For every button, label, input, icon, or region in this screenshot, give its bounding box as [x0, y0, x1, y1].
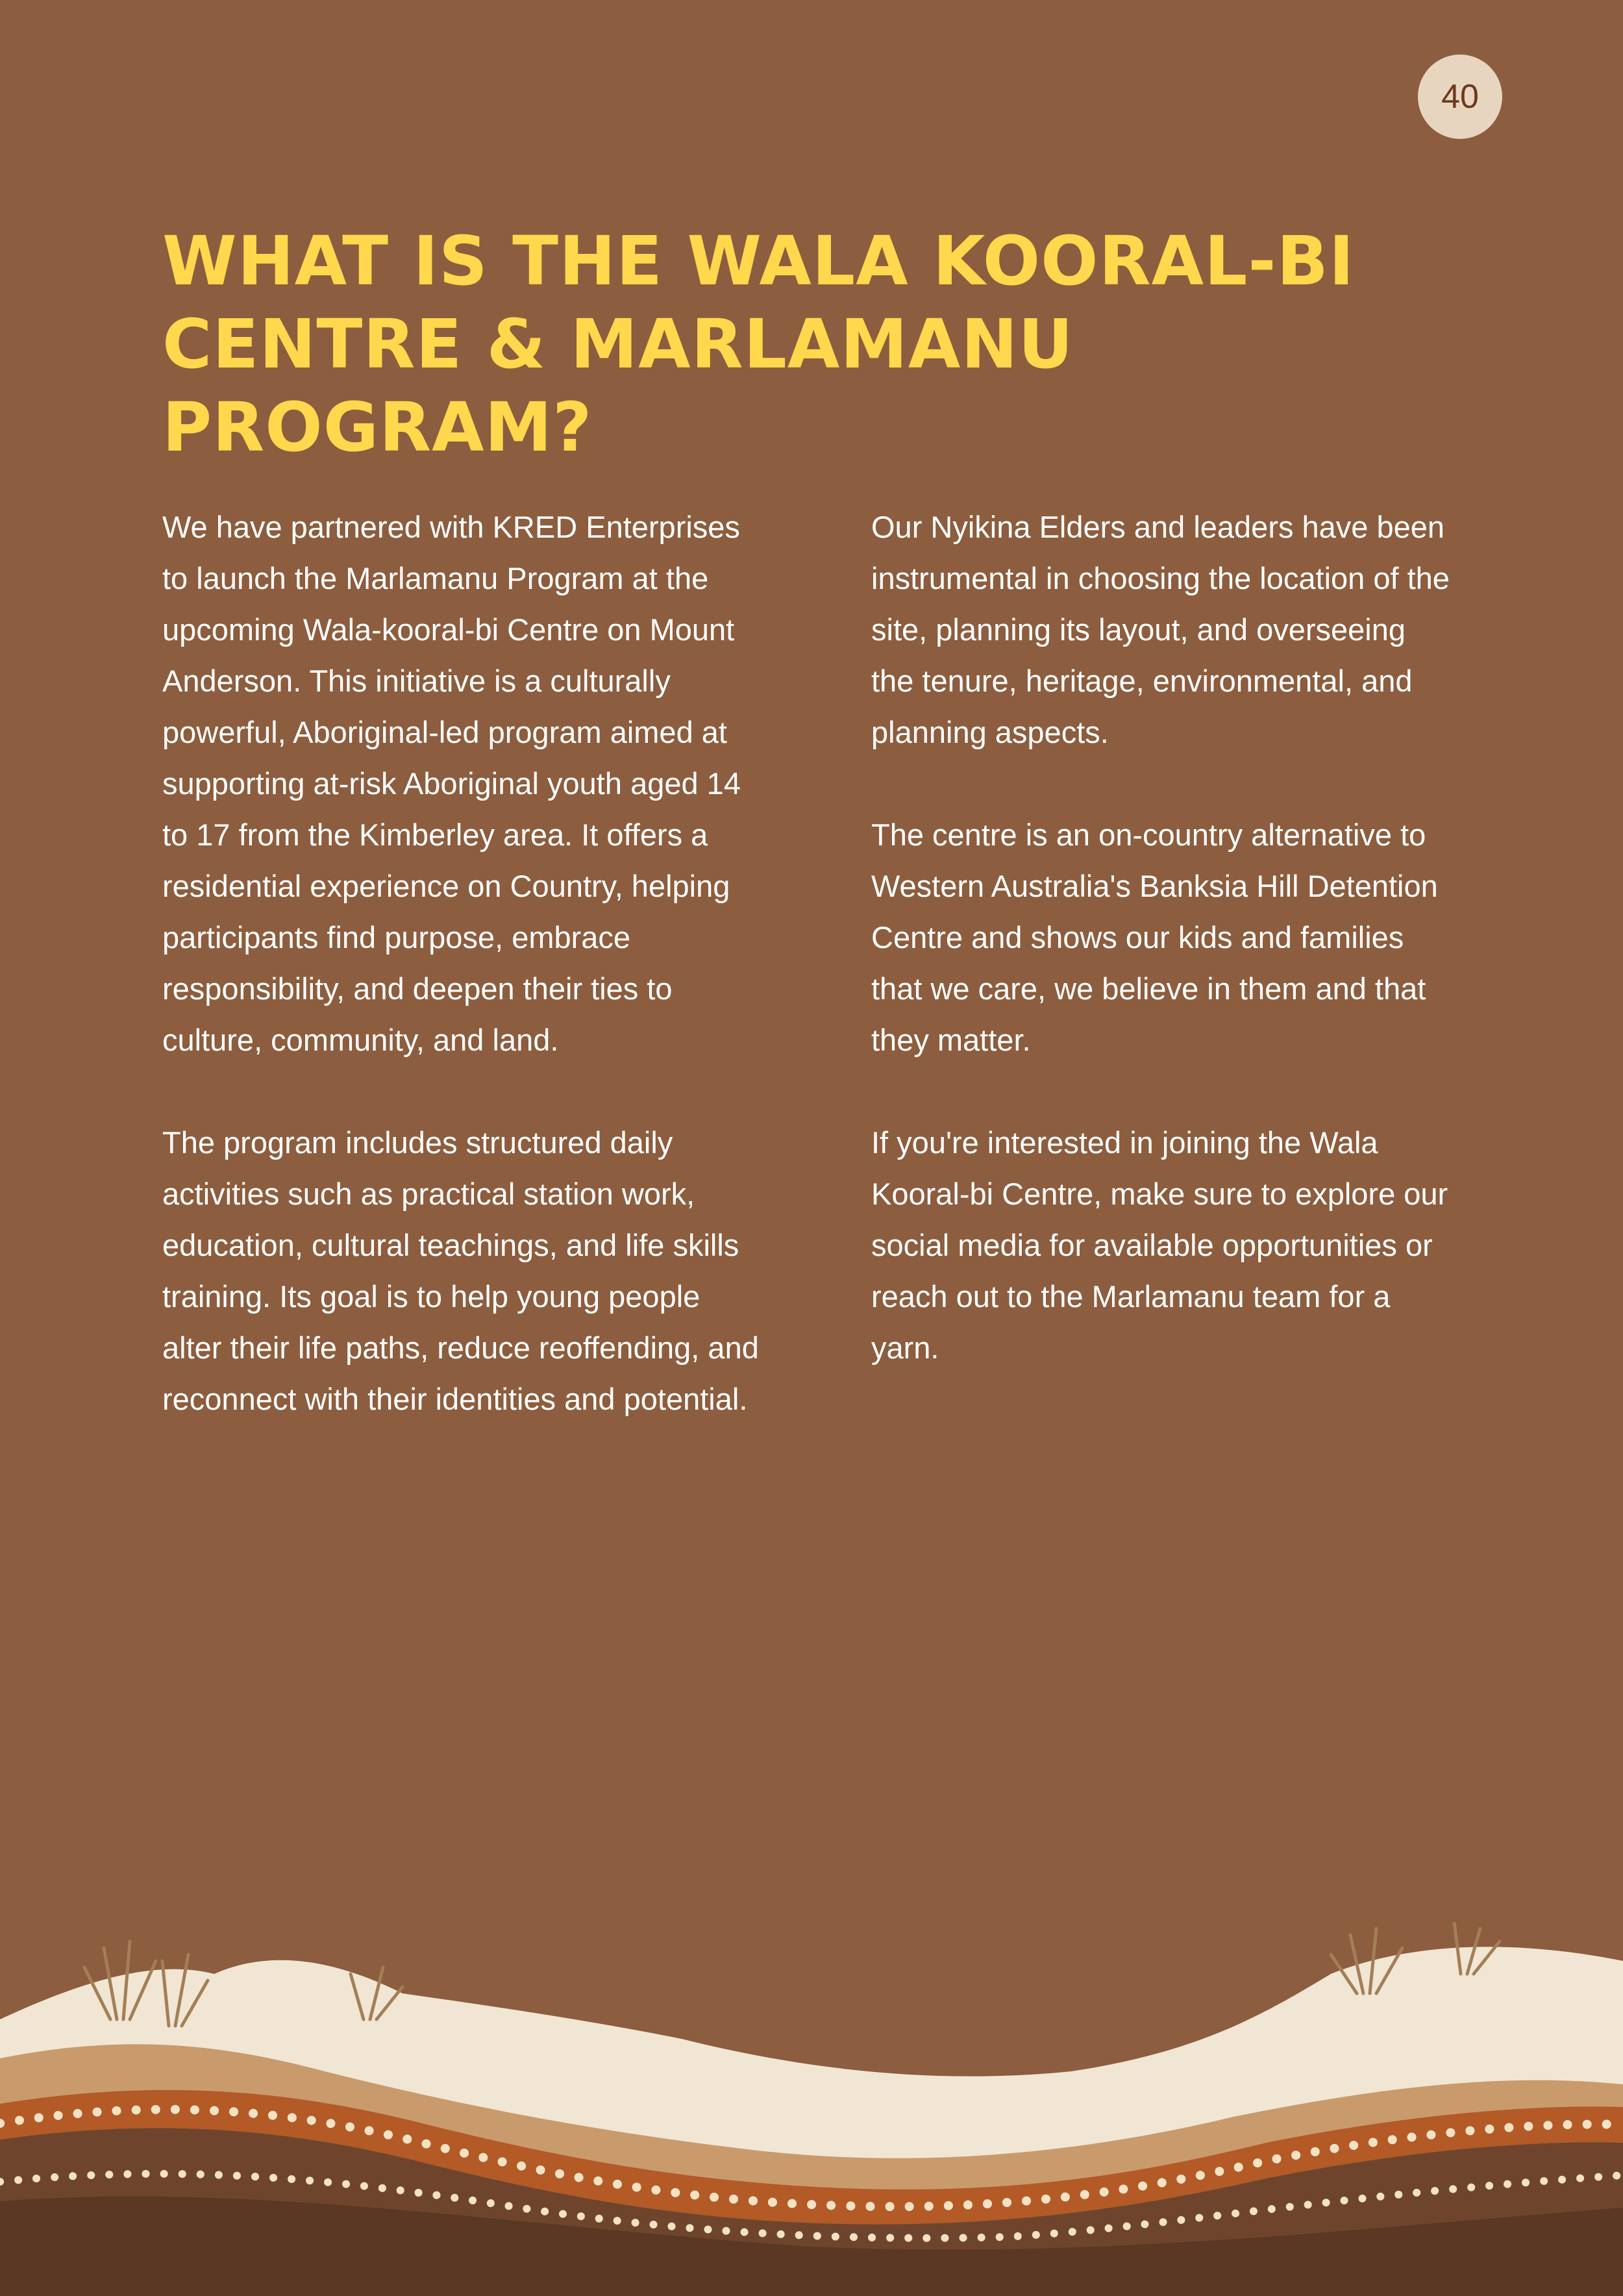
paragraph-program-activities: The program includes structured daily activities such as practical station work, education, cultural teachings, and life skills training. Its goal is to help young people alter their life paths, reduce reoffending, and reconnect with their identities and potential.: [162, 1125, 759, 1416]
page-title-line-1: WHAT IS THE WALA KOORAL-BI: [162, 221, 1355, 301]
paragraph-contact: If you're interested in joining the Wala Kooral-bi Centre, make sure to explore our social media for available opportunities or reach out to the Marlamanu team for a yarn.: [871, 1125, 1448, 1365]
paragraph-partnership: We have partnered with KRED Enterprises to launch the Marlamanu Program at the upcoming Wala-kooral-bi Centre on Mount Anderson. This initiative is a culturally powerful, Aboriginal-led program aimed at supporting at-risk Aboriginal youth aged 14 to 17 from the Kimberley area. It offers a residential experience on Country, helping participants find purpose, embrace responsibility, and deepen their ties to culture, community, and land.: [162, 510, 741, 1057]
right-text-column: [871, 501, 1456, 1425]
paragraph-elders: Our Nyikina Elders and leaders have been instrumental in choosing the location of the site, planning its layout, and overseeing the tenure, heritage, environmental, and planning aspects.: [871, 510, 1450, 749]
page-title: [162, 219, 1493, 469]
paragraph-alternative: The centre is an on-country alternative to Western Australia's Banksia Hill Detention Centre and shows our kids and families that we care, we believe in them and that they matter.: [871, 817, 1438, 1057]
page-number-badge: 40: [1418, 55, 1502, 139]
landscape-illustration: [0, 1922, 1623, 2296]
page-title-line-2: CENTRE & MARLAMANU PROGRAM?: [162, 305, 1074, 467]
left-text-column: [162, 501, 766, 1476]
